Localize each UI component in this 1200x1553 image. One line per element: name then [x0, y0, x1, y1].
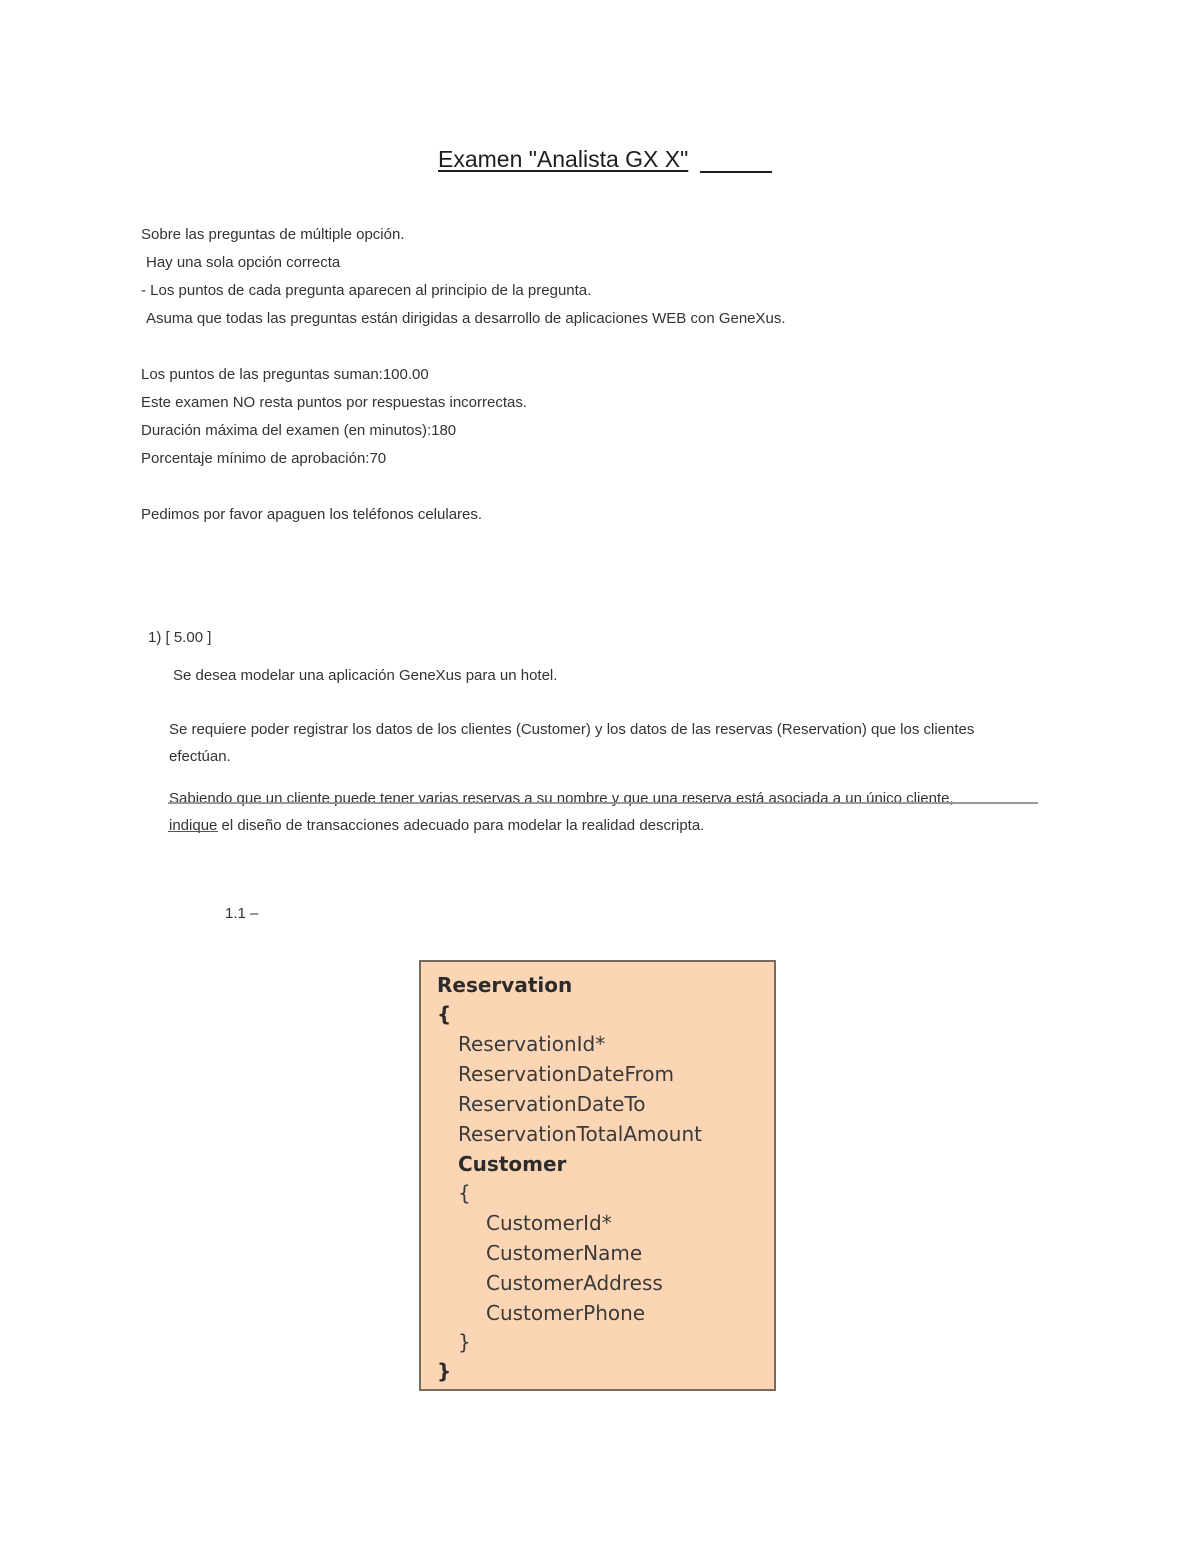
level-attribute: CustomerPhone	[486, 1301, 646, 1325]
attribute: ReservationDateTo	[458, 1092, 646, 1116]
open-brace: {	[437, 1002, 452, 1026]
close-brace: }	[437, 1359, 452, 1383]
paragraph-underline	[168, 802, 1038, 804]
level-attribute: CustomerName	[486, 1241, 643, 1265]
exam-info-duration: Duración máxima del examen (en minutos):180	[141, 422, 457, 439]
level-close-brace: }	[458, 1330, 471, 1354]
phones-notice: Pedimos por favor apaguen los teléfonos celulares.	[141, 506, 483, 523]
level-name: Customer	[458, 1152, 567, 1176]
level-attribute: CustomerId*	[486, 1211, 612, 1235]
option-label: 1.1 –	[225, 905, 259, 922]
title-underline	[700, 171, 772, 173]
attribute: ReservationDateFrom	[458, 1062, 675, 1086]
instruction-line: - Los puntos de cada pregunta aparecen al principio de la pregunta.	[141, 282, 592, 299]
question-paragraph-1: Se requiere poder registrar los datos de los clientes (Customer) y los datos de las reservas (Reservation) que los clientes efectúan.	[169, 721, 975, 765]
level-open-brace: {	[458, 1181, 471, 1205]
attribute: ReservationTotalAmount	[458, 1122, 702, 1146]
question-intro: Se desea modelar una aplicación GeneXus para un hotel.	[173, 667, 558, 684]
exam-info-no-penalty: Este examen NO resta puntos por respuestas incorrectas.	[141, 394, 528, 411]
level-attribute: CustomerAddress	[486, 1271, 663, 1295]
exam-info-passing: Porcentaje mínimo de aprobación:70	[141, 450, 387, 467]
transaction-structure-box	[419, 960, 776, 1391]
instruction-line: Asuma que todas las preguntas están dirigidas a desarrollo de aplicaciones WEB con GeneXus.	[146, 310, 786, 327]
instruction-line: Sobre las preguntas de múltiple opción.	[141, 226, 405, 243]
attribute: ReservationId*	[458, 1032, 606, 1056]
question-paragraph-2: Sabiendo que un cliente puede tener varias reservas a su nombre y que una reserva está asociada a un único cliente, indique el diseño de transacciones adecuado para modelar la realidad descripta.	[169, 790, 954, 834]
question-number: 1) [ 5.00 ]	[148, 629, 212, 646]
exam-info-points: Los puntos de las preguntas suman:100.00	[141, 366, 429, 383]
exam-title: Examen "Analista GX X"	[438, 146, 689, 172]
instruction-line: Hay una sola opción correcta	[146, 254, 341, 271]
paragraph-underline	[168, 831, 218, 832]
transaction-name: Reservation	[437, 973, 573, 997]
